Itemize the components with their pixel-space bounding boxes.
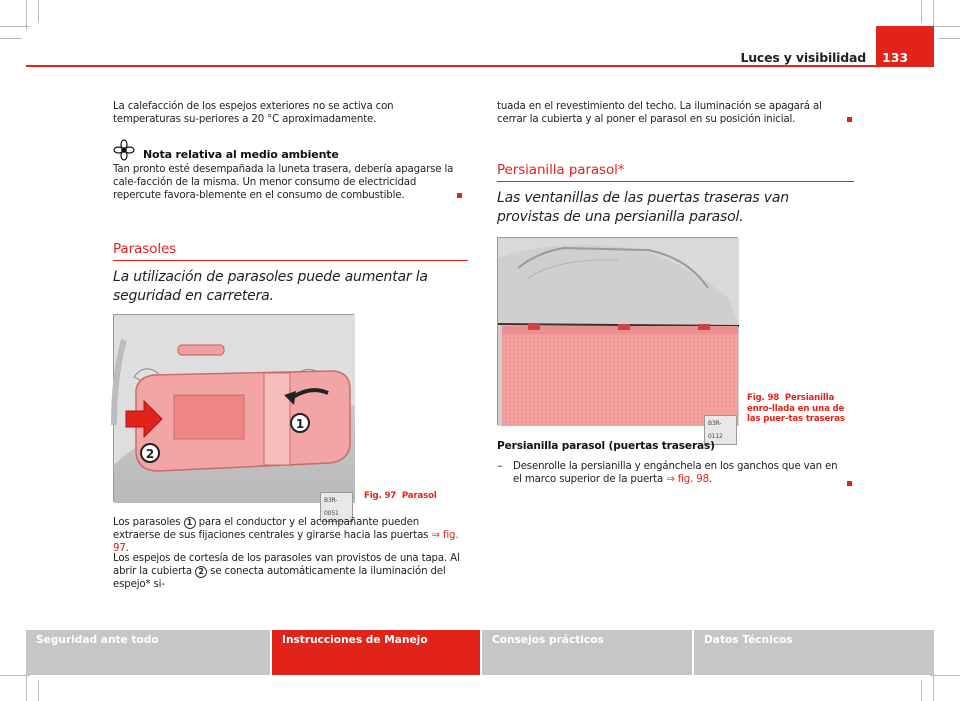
section-lead-persianilla: Las ventanillas de las puertas traseras van provistas de una persianilla parasol.: [497, 190, 789, 225]
inline-callout-1: 1: [184, 517, 196, 529]
crop-mark: [938, 38, 960, 39]
crop-mark: [921, 680, 922, 701]
crop-mark: [930, 26, 960, 27]
crop-mark: [933, 672, 934, 701]
footer-tab-instrucciones[interactable]: Instrucciones de Manejo: [272, 630, 480, 675]
environment-note-text: Tan pronto esté desempañada la luneta trasera, debería apagarse la cale-facción de la misma. Un menor consumo de electricidad repercute favora-blemente en el consumo de combustible.: [113, 164, 454, 202]
p1-text-before: Los parasoles: [113, 517, 181, 528]
figure-97-sun-visor: [113, 314, 354, 518]
footer-tab-consejos[interactable]: Consejos prácticos: [482, 630, 692, 675]
right-column: [497, 0, 854, 701]
step-text: Desenrolle la persianilla y engánchela en los ganchos que van en el marco superior de la puerta: [513, 461, 838, 486]
subheading-rear-doors: Persianilla parasol (puertas traseras): [497, 440, 715, 452]
section-rule: [113, 260, 468, 261]
crop-mark: [38, 680, 39, 701]
crop-mark: [26, 0, 27, 30]
p2-text-before: Los espejos de cortesía de los parasoles van provistos de una tapa. Al abrir la cubierta: [113, 553, 460, 578]
environment-note-title: Nota relativa al medio ambiente: [143, 148, 339, 161]
inline-callout-2: 2: [195, 566, 207, 578]
footer-tab-datos[interactable]: Datos Técnicos: [694, 630, 934, 675]
left-column: [113, 0, 467, 701]
figure-97-caption-text: Parasol: [401, 491, 437, 501]
figure-callout-2: 2: [140, 443, 160, 463]
crop-mark: [930, 675, 960, 676]
continued-paragraph: tuada en el revestimiento del techo. La iluminación se apagará al cerrar la cubierta y al poner el parasol en su posición inicial.: [497, 101, 822, 126]
bullet-dash: –: [497, 459, 503, 472]
p2-text-after: se conecta automáticamente la iluminación del espejo* si-: [113, 566, 446, 591]
page-number: 133: [882, 50, 909, 65]
header-title: Luces y visibilidad: [740, 50, 866, 65]
figure-code: B3R-0051: [320, 492, 353, 522]
section-title-parasoles: Parasoles: [113, 241, 177, 257]
section-title-persianilla: Persianilla parasol*: [497, 162, 625, 178]
figure-97-caption: [364, 491, 474, 502]
section-end-mark: [847, 117, 852, 122]
link-fig-98[interactable]: ⇒ fig. 98: [666, 474, 709, 486]
figure-code: B3R-0112: [704, 415, 737, 445]
environment-flower-icon: [113, 139, 135, 161]
step-end: .: [708, 474, 713, 486]
p1-end: .: [125, 543, 129, 555]
sun-visor-illustration: [114, 315, 355, 503]
intro-paragraph: La calefacción de los espejos exteriores no se activa con temperaturas su-periores a 20 °C aproximadamente.: [113, 101, 394, 126]
figure-98-caption-text: Persianilla enro-llada en una de las puer-tas traseras: [747, 393, 845, 425]
footer-tab-seguridad[interactable]: Seguridad ante todo: [26, 630, 270, 675]
parasoles-paragraph-2: [113, 552, 465, 592]
p1-text-after: para el conductor y el acompañante pueden extraerse de sus fijaciones centrales y girarse hacia las puertas: [113, 517, 429, 542]
crop-mark: [921, 0, 922, 22]
figure-98-rear-sunblind: [497, 237, 738, 441]
section-rule: [497, 181, 854, 182]
section-end-mark: [847, 481, 852, 486]
crop-mark: [26, 672, 27, 701]
instruction-step: [513, 460, 849, 486]
parasoles-paragraph-1: [113, 516, 463, 556]
figure-callout-1: 1: [290, 413, 310, 433]
rear-sunblind-illustration: [498, 238, 739, 426]
section-end-mark: [457, 193, 462, 198]
figure-98-caption: [747, 393, 853, 425]
crop-mark: [38, 0, 39, 22]
section-lead-parasoles: La utilización de parasoles puede aumentar la seguridad en carretera.: [113, 269, 428, 304]
link-fig-97[interactable]: ⇒ fig. 97: [113, 530, 459, 555]
figure-98-caption-label: Fig. 98: [747, 393, 780, 403]
figure-97-caption-label: Fig. 97: [364, 491, 397, 501]
crop-mark: [0, 38, 22, 39]
